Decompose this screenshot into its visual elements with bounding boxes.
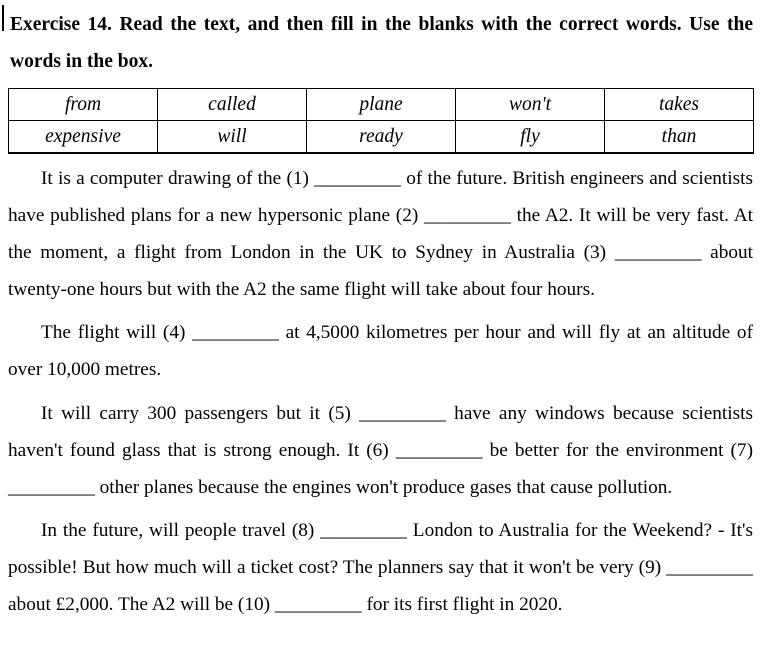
word-box-word: will — [158, 121, 307, 154]
exercise-paragraph-4: In the future, will people travel (8) _________ London to Australia for the Weekend? - It's possible! But how much will a ticket cost? The planners say that it won't be very (9) _________ about £2,000. The A2 will be (10) _________ for its first flight in 2020. — [8, 520, 753, 615]
word-box-word: ready — [307, 121, 456, 154]
word-box-word: called — [158, 89, 307, 121]
word-box-word: plane — [307, 89, 456, 121]
word-box — [8, 88, 754, 154]
exercise-paragraph-2: The flight will (4) _________ at 4,5000 kilometres per hour and will fly at an altitude of over 10,000 metres. — [8, 322, 753, 380]
exercise-paragraph-3: It will carry 300 passengers but it (5) _________ have any windows because scientists haven't found glass that is strong enough. It (6) _________ be better for the environment (7) _________ other planes because the engines won't produce gases that cause pollution. — [8, 403, 753, 498]
word-box-row — [9, 121, 754, 154]
exercise-paragraph-1: It is a computer drawing of the (1) _________ of the future. British engineers and scientists have published plans for a new hypersonic plane (2) _________ the A2. It will be very fast. At the moment, a flight from London in the UK to Sydney in Australia (3) _________ about twenty-one hours but with the A2 the same flight will take about four hours. — [8, 168, 753, 300]
text-cursor — [2, 5, 4, 31]
word-box-word: expensive — [9, 121, 158, 154]
word-box-word: fly — [456, 121, 605, 154]
exercise-title: Exercise 14. Read the text, and then fill in the blanks with the correct words. Use the words in the box. — [10, 14, 753, 72]
word-box-word: takes — [605, 89, 754, 121]
word-box-word: than — [605, 121, 754, 154]
word-box-row — [9, 89, 754, 121]
word-box-word: from — [9, 89, 158, 121]
word-box-word: won't — [456, 89, 605, 121]
